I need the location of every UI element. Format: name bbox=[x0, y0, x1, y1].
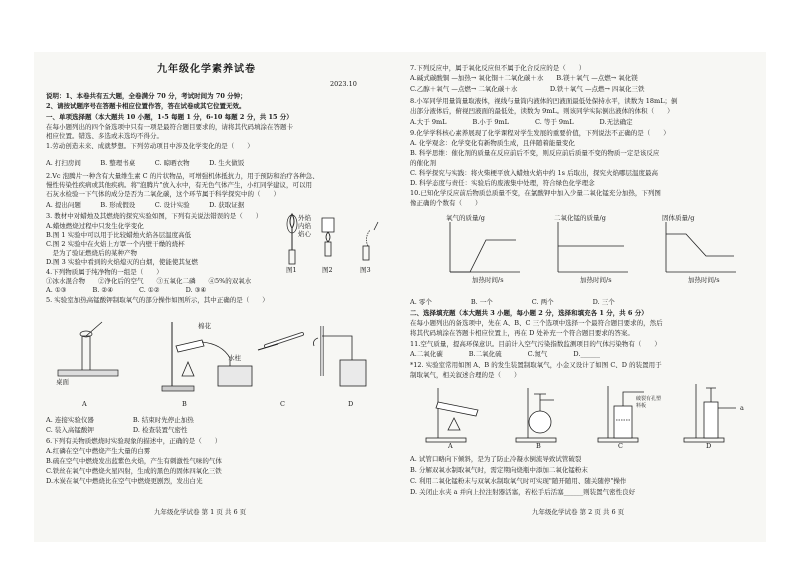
question-4-options: A. ①③ B. ②④ C. ①② D. ③④ bbox=[46, 286, 207, 294]
label-plastic-plate: 破裂有孔塑料板 bbox=[636, 396, 662, 409]
question-7: 7.下列反应中，属于氧化反应但不属于化合反应的是（ ） bbox=[410, 64, 586, 72]
label-flame-core: 焰心 bbox=[298, 230, 311, 238]
question-2: 2.Vc 泡腾片一种含有大量维生素 C 的片状物品，可增强机体抵抗力，用于预防和治疗各种急、 bbox=[46, 172, 319, 180]
option-line: D.图 3 实验中看到的火焰熄灭的白烟，使能使其复燃 bbox=[46, 258, 198, 266]
graph-1-ylabel: 氧气的质量/g bbox=[446, 214, 485, 222]
figure-1-label: 图1 bbox=[286, 266, 297, 274]
question-10: 10.已知化学反应前后物质总质量不变，在氯酸钾中加入少量二氧化锰充分加热，下列图 bbox=[410, 189, 661, 197]
option-line: 的催化剂 bbox=[410, 159, 436, 167]
text-line: 制取氧气，相关叙述合理的是（ ） bbox=[410, 371, 521, 379]
question-5-options: C. 装入高锰酸钾 D. 检查装置气密性 bbox=[46, 426, 188, 434]
option-line: C.铁丝在氧气中燃烧火星四射，生成的黑色的固体四氧化三铁 bbox=[46, 467, 222, 475]
graph-oxygen bbox=[450, 222, 520, 272]
figure-d-label: D bbox=[348, 400, 354, 408]
option-line: B.图 1 实验中可以用于比较蜡烛火焰各层温度高低 bbox=[46, 231, 192, 239]
option-line: A.碱式碳酸铜 —加热→ 氧化铜＋二氧化碳＋水 B.镁＋氧气 —点燃→ 氧化镁 bbox=[410, 74, 638, 82]
option-line: C. 科学探究与实践：将火柴梗平放入蜡烛火焰中约 1s 后取出，探究火焰哪层温度最高 bbox=[410, 169, 658, 177]
graph-mno2 bbox=[558, 222, 628, 272]
figure-b-label: B bbox=[182, 400, 187, 408]
apparatus-b-label: B bbox=[536, 442, 541, 450]
question-2-options: A. 提出问题 B. 形成假设 C. 设计实验 D. 获取证据 bbox=[46, 201, 245, 209]
option-line: C.乙醇＋氧气 —点燃→ 二氧化碳＋水 D.铁＋氧气 —点燃→ 四氧化三铁 bbox=[410, 85, 645, 93]
text-line: 在每小题列出的四个备选项中只有一项是最符合题目要求的，请将其代码填涂在答题卡 bbox=[46, 123, 293, 131]
text-line: 将其代码填涂在答题卡相应位置上，再在 D 处补充一个符合题目要求的答案。 bbox=[410, 329, 634, 337]
question-9: 9.化学学科核心素养展现了化学课程对学生发展的重要价值，下列说法不正确的是（ ） bbox=[410, 129, 670, 137]
question-5-options: A. 连接实验仪器 B. 结束时先停止加热 bbox=[46, 416, 194, 424]
question-11-options: A.二氧化碳 B.二氧化硫 C.氮气 D.______ bbox=[410, 350, 600, 358]
apparatus-c-label: C bbox=[618, 442, 623, 450]
section-heading: 二、选择填充题（本大题共 3 小题，每小题 2 分，选择和填充各 1 分，共 6 分） bbox=[410, 309, 648, 317]
question-12: *12. 实验室常用如图 A、B 的发生装置制取氧气，小金又设计了如图 C、D 的装置用于 bbox=[410, 361, 662, 369]
page-1-footer: 九年级化学试卷 第 1 页 共 6 页 bbox=[154, 508, 247, 516]
option-line: C.图 2 实验中在火焰上方罩一个内壁干燥的烧杯 bbox=[46, 240, 185, 248]
instruction-line: 说明：1、本卷共有五大题，全卷满分 70 分，考试时间为 70 分钟； bbox=[46, 92, 247, 100]
graph-solid bbox=[666, 222, 736, 272]
label-water: 水柱 bbox=[228, 354, 241, 362]
graph-2-ylabel: 二氧化锰的质量/g bbox=[554, 214, 606, 222]
question-1-options: A. 打扫房间 B. 整理书桌 C. 晾晒衣物 D. 生火做饭 bbox=[46, 159, 245, 167]
text-line: 石灰水检验一下气体的成分是否为二氧化碳，这个环节属于科学探究中的（ ） bbox=[46, 190, 280, 198]
text-line: 出部分液体后，俯视凹液面的最低处，读数为 9mL。则该同学实际倒出液体的体积（ ） bbox=[410, 107, 674, 115]
page-2-footer: 九年级化学试卷 第 2 页 共 6 页 bbox=[532, 508, 625, 516]
text-line: 相应位置。错选、多选或未选均不得分。 bbox=[46, 132, 163, 140]
question-8-options: A.大于 9mL B.小于 9mL C. 等于 9mL D.无法确定 bbox=[410, 118, 633, 126]
option-line: B.硫在空气中燃烧发出蓝紫色火焰，产生有刺激性气味的气体 bbox=[46, 457, 222, 465]
question-1: 1.劳动创造未来、成就梦想。下列劳动项目中涉及化学变化的是（ ） bbox=[46, 142, 254, 150]
exam-date: 2023.10 bbox=[330, 80, 357, 88]
figure-2-label: 图2 bbox=[322, 266, 333, 274]
option-line: A. 试管口略向下倾斜，是为了防止冷凝水倒流导致试管破裂 bbox=[410, 455, 582, 463]
mass-graphs bbox=[420, 212, 760, 292]
candle-figures bbox=[278, 212, 388, 274]
question-4: 4.下列物质属于纯净物的一组是（ ） bbox=[46, 268, 163, 276]
graph-3-ylabel: 固体质量/g bbox=[662, 214, 695, 222]
apparatus-d-label: D bbox=[706, 442, 712, 450]
figure-a-label: A bbox=[82, 400, 87, 408]
instruction-line: 2、请按试题序号在答题卡相应位置作答，答在试卷或其它位置无效。 bbox=[46, 102, 246, 110]
option-line: 是为了验证燃烧后的某种产物 bbox=[46, 249, 137, 257]
question-5: 5. 实验室加热高锰酸钾制取氧气的部分操作如图所示，其中正确的是（ ） bbox=[46, 296, 269, 304]
question-6: 6.下列有关物质燃烧时实验现象的描述中，正确的是（ ） bbox=[46, 437, 222, 445]
apparatus-a-label: A bbox=[448, 442, 453, 450]
option-line: A.红磷在空气中燃烧产生大量的白雾 bbox=[46, 447, 151, 455]
question-10-options: A. 零个 B. 一个 C. 两个 D. 三个 bbox=[410, 298, 615, 306]
graph-3-xlabel: 加热时间/s bbox=[688, 276, 720, 284]
figure-c-label: C bbox=[280, 400, 285, 408]
question-11: 11.空气质量，提高环保意识。目前计入空气污染指数监测项目的气体污染物有（ ） bbox=[410, 340, 661, 348]
text-line: 慢性传染性疾病或其他疾病。将"泡腾片"放入水中，有无色气体产生，小红同学建议，可以用 bbox=[46, 181, 312, 189]
option-line: A.蜡烛燃烧过程中只发生化学变化 bbox=[46, 222, 144, 230]
graph-1-xlabel: 加热时间/s bbox=[472, 276, 504, 284]
apparatus-figures bbox=[418, 380, 758, 450]
label-cotton: 棉花 bbox=[198, 322, 211, 330]
option-line: A. 化学观念：化学变化有新物质生成，且伴随着能量变化 bbox=[410, 139, 575, 147]
exam-title: 九年级化学素养试卷 bbox=[157, 64, 256, 75]
operation-figures bbox=[52, 306, 372, 412]
curve-solid-fall bbox=[666, 234, 734, 256]
section-heading: 一、单项选择题（本大题共 10 小题，1-5 每题 1 分，6-10 每题 2 分，共 15 分） bbox=[46, 113, 293, 121]
label-clamp-a: a bbox=[740, 404, 744, 412]
label-desk: 桌面 bbox=[56, 378, 69, 386]
option-line: C. 利用二氧化锰粉末与双氧水制取氧气时可实现"随开随用、随关随停"操作 bbox=[410, 477, 627, 485]
label-outer-flame: 外焰 bbox=[298, 214, 311, 222]
graph-2-xlabel: 加热时间/s bbox=[580, 276, 612, 284]
option-line: B. 分解双氧水制取氧气时，需定期向烧瓶中添加二氧化锰粉末 bbox=[410, 466, 588, 474]
curve-oxygen-rise bbox=[450, 240, 516, 272]
option-line: D. 关闭止水夹 a 并向上拉注射器活塞，若松手后活塞______则装置气密性良好 bbox=[410, 488, 636, 496]
text-line: 在每小题列出的备选项中，先在 A、B、C 三个选项中选择一个最符合题目要求的，然后 bbox=[410, 319, 663, 327]
question-4-items: ①冰水混合物 ②净化后的空气 ③五氧化二磷 ④5%的双氧水 bbox=[46, 277, 252, 285]
figure-3-label: 图3 bbox=[360, 266, 371, 274]
option-line: B. 科学思维：催化剂的质量在反应前后不变，则反应前后质量不变的物质一定是该反应 bbox=[410, 149, 660, 157]
question-3: 3. 教材中对蜡烛及其燃烧的探究实验如图，下列有关说法错误的是（ ） bbox=[46, 212, 263, 220]
text-line: 像正确的个数有（ ） bbox=[410, 199, 482, 207]
exam-sheet bbox=[34, 52, 766, 542]
question-8: 8.小军同学用量筒量取液体，视线与量筒内液体的凹液面最低处保持水平，读数为 18mL；倒 bbox=[410, 97, 678, 105]
label-inner-flame: 内焰 bbox=[298, 222, 311, 230]
option-line: D. 科学态度与责任：实验后的废液集中处理，符合绿色化学理念 bbox=[410, 179, 595, 187]
option-line: D.木炭在氧气中燃烧比在空气中燃烧更剧烈，发出白光 bbox=[46, 477, 203, 485]
